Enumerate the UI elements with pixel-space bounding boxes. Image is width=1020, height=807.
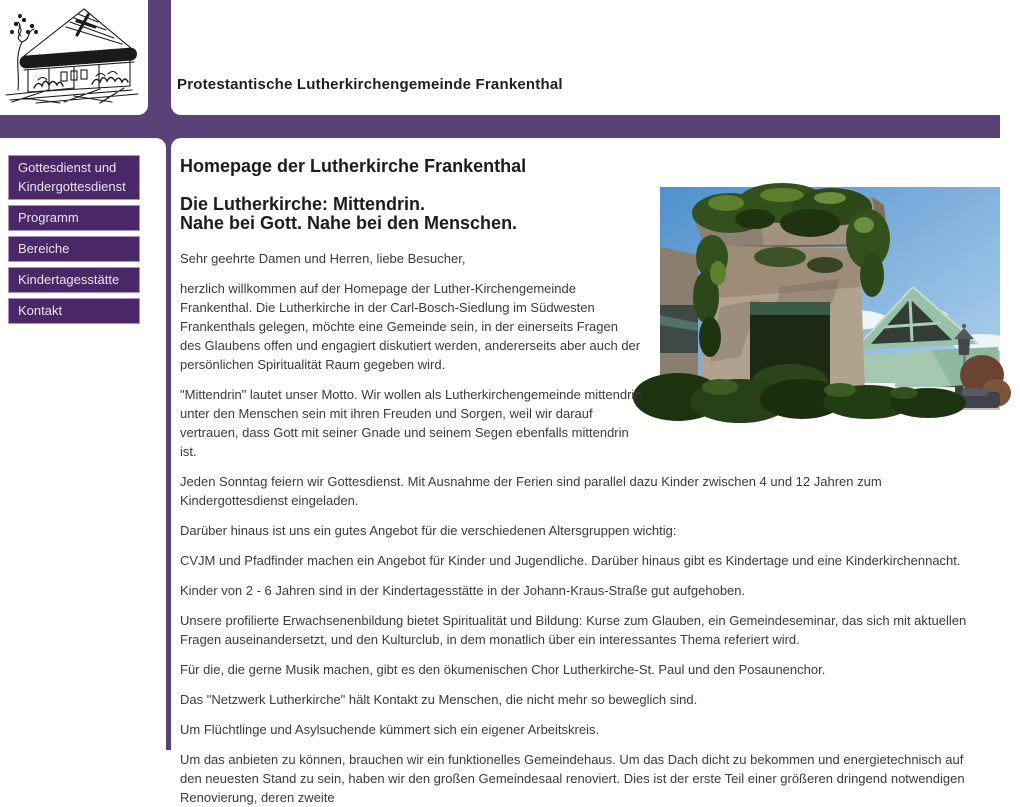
paragraph-fluechtlinge: Um Flüchtlinge und Asylsuchende kümmert sich ein eigener Arbeitskreis. xyxy=(180,722,600,737)
paragraph-erwachsenenbildung: Unsere profilierte Erwachsenenbildung bietet Spiritualität und Bildung: Kurse zum Glauben, ein Gemeindeseminar, das sich mit aktuellen Fragen auseinandersetzt, und den Kulturclub, in dem monatlich über ein interessantes Thema referiert wird. xyxy=(180,613,967,647)
site-title: Protestantische Lutherkirchengemeinde Frankenthal xyxy=(177,76,563,93)
page-title: Homepage der Lutherkirche Frankenthal xyxy=(180,156,527,176)
paragraph-cvjm: CVJM und Pfadfinder machen ein Angebot für Kinder und Jugendliche. Darüber hinaus gibt es Kindertage und eine Kinderkirchennacht. xyxy=(180,553,961,568)
main-content xyxy=(171,138,1010,805)
paragraph-kindertagesstaette: Kinder von 2 - 6 Jahren sind in der Kindertagesstätte in der Johann-Kraus-Straße gut aufgehoben. xyxy=(180,583,746,598)
nav-item-programm[interactable]: Programm xyxy=(8,205,140,231)
nav-item-gottesdienst-und-kindergottesdienst[interactable]: Gottesdienst und Kindergottesdienst xyxy=(8,155,140,200)
church-photo xyxy=(660,187,1000,410)
nav-item-bereiche[interactable]: Bereiche xyxy=(8,236,140,262)
paragraph-greeting: Sehr geehrte Damen und Herren, liebe Besucher, xyxy=(180,251,466,266)
paragraph-musik: Für die, die gerne Musik machen, gibt es den ökumenischen Chor Lutherkirche-St. Paul und den Posaunenchor. xyxy=(180,662,826,677)
paragraph-gottesdienst: Jeden Sonntag feiern wir Gottesdienst. Mit Ausnahme der Ferien sind parallel dazu Kinder zwischen 4 und 12 Jahren zum Kindergottesdienst eingeladen. xyxy=(180,474,882,508)
paragraph-gemeindehaus: Um das anbieten zu können, brauchen wir ein funktionelles Gemeindehaus. Um das Dach dicht zu bekommen und energietechnisch auf den neuesten Stand zu sein, haben wir den großen Gemeindesaal renoviert. Dies ist der erste Teil einer größeren dringend notwendigen Renovierung, deren zweite xyxy=(180,752,965,805)
church-line-drawing-icon xyxy=(4,2,140,104)
sidebar-nav xyxy=(0,138,166,760)
site-header xyxy=(171,0,1020,115)
site-logo[interactable] xyxy=(0,0,148,115)
paragraph-netzwerk: Das "Netzwerk Lutherkirche" hält Kontakt zu Menschen, die nicht mehr so beweglich sind. xyxy=(180,692,698,707)
nav-item-kindertagesstaette[interactable]: Kindertagesstätte xyxy=(8,267,140,293)
paragraph-altersgruppen: Darüber hinaus ist uns ein gutes Angebot für die verschiedenen Altersgruppen wichtig: xyxy=(180,523,677,538)
subtitle-line-1: Die Lutherkirche: Mittendrin. xyxy=(180,194,426,214)
paragraph-welcome: herzlich willkommen auf der Homepage der Luther-Kirchengemeinde Frankenthal. Die Lutherkirche in der Carl-Bosch-Siedlung im Südwesten Frankenthals gelegen, möchte eine Gemeinde sein, in der einerseits Fragen des Glaubens offen und engagiert diskutiert werden, andererseits aber auch der persönlichen Spiritualität Raum gegeben wird. xyxy=(180,281,641,372)
paragraph-motto: "Mittendrin" lautet unser Motto. Wir wollen als Lutherkirchengemeinde mittendrin unter den Menschen sein mit ihren Freuden und Sorgen, weil wir darauf vertrauen, dass Gott mit seiner Gnade und seinem Segen ebenfalls mittendrin ist. xyxy=(180,387,642,459)
nav-item-kontakt[interactable]: Kontakt xyxy=(8,298,140,324)
subtitle-line-2: Nahe bei Gott. Nahe bei den Menschen. xyxy=(180,213,518,233)
church-photo-image xyxy=(660,187,1000,410)
